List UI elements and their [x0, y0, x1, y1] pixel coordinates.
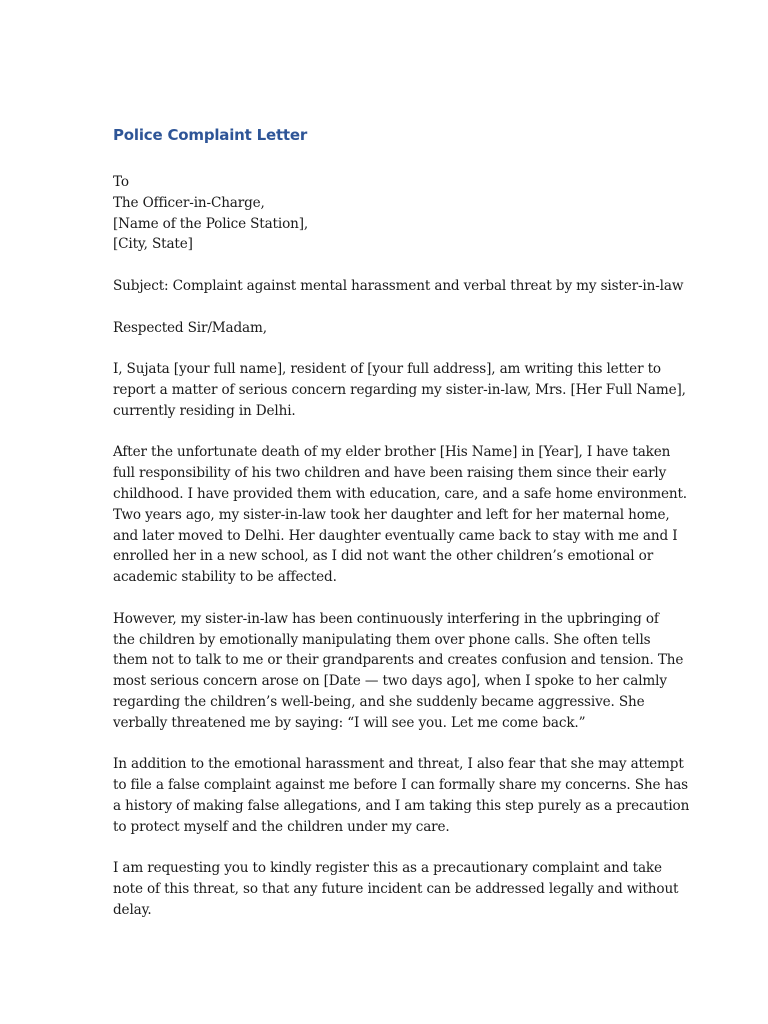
- paragraph-line: note of this threat, so that any future incident can be addressed legally and without: [113, 881, 679, 898]
- letter-body: [113, 124, 690, 941]
- address-line: [Name of the Police Station],: [113, 215, 309, 232]
- paragraph-line: However, my sister-in-law has been continuously interfering in the upbringing of: [113, 610, 659, 627]
- paragraph-line: and later moved to Delhi. Her daughter eventually came back to stay with me and I: [113, 527, 678, 544]
- paragraph-line: Two years ago, my sister-in-law took her daughter and left for her maternal home,: [113, 506, 670, 523]
- paragraph-line: full responsibility of his two children and have been raising them since their early: [113, 465, 667, 482]
- paragraph-line: them not to talk to me or their grandparents and creates confusion and tension. The: [113, 652, 684, 669]
- paragraph-line: academic stability to be affected.: [113, 569, 337, 586]
- salutation-text: Respected Sir/Madam,: [113, 319, 267, 336]
- paragraph-line: verbally threatened me by saying: “I will see you. Let me come back.”: [113, 714, 586, 731]
- paragraph-background: [113, 442, 687, 588]
- subject-text: Subject: Complaint against mental harassment and verbal threat by my sister-in-law: [113, 277, 684, 294]
- subject-line: [113, 276, 684, 297]
- paragraph-line: most serious concern arose on [Date — two days ago], when I spoke to her calmly: [113, 673, 667, 690]
- address-line: The Officer-in-Charge,: [113, 194, 265, 211]
- paragraph-line: a history of making false allegations, and I am taking this step purely as a precaution: [113, 797, 690, 814]
- paragraph-line: After the unfortunate death of my elder brother [His Name] in [Year], I have taken: [113, 444, 671, 461]
- paragraph-line: In addition to the emotional harassment and threat, I also fear that she may attempt: [113, 756, 684, 773]
- paragraph-line: regarding the children’s well-being, and she suddenly became aggressive. She: [113, 693, 645, 710]
- paragraph-line: delay.: [113, 901, 152, 918]
- recipient-address: [113, 172, 661, 255]
- paragraph-request: [113, 858, 679, 920]
- paragraph-concern: [113, 754, 690, 837]
- paragraph-line: I am requesting you to kindly register this as a precautionary complaint and take: [113, 860, 662, 877]
- paragraph-line: enrolled her in a new school, as I did not want the other children’s emotional or: [113, 548, 654, 565]
- paragraph-line: to file a false complaint against me before I can formally share my concerns. She has: [113, 777, 688, 794]
- paragraph-incident: [113, 609, 684, 734]
- paragraph-line: I, Sujata [your full name], resident of [your full address], am writing this letter to: [113, 361, 661, 378]
- salutation: [113, 318, 661, 339]
- paragraph-line: childhood. I have provided them with education, care, and a safe home environment.: [113, 485, 687, 502]
- paragraph-line: to protect myself and the children under my care.: [113, 818, 450, 835]
- page-title: Police Complaint Letter: [113, 126, 308, 144]
- paragraph-introduction: [113, 359, 686, 421]
- paragraph-line: currently residing in Delhi.: [113, 402, 296, 419]
- paragraph-line: report a matter of serious concern regarding my sister-in-law, Mrs. [Her Full Name],: [113, 381, 686, 398]
- paragraph-line: the children by emotionally manipulating them over phone calls. She often tells: [113, 631, 651, 648]
- address-line: To: [113, 174, 129, 190]
- address-line: [City, State]: [113, 236, 193, 253]
